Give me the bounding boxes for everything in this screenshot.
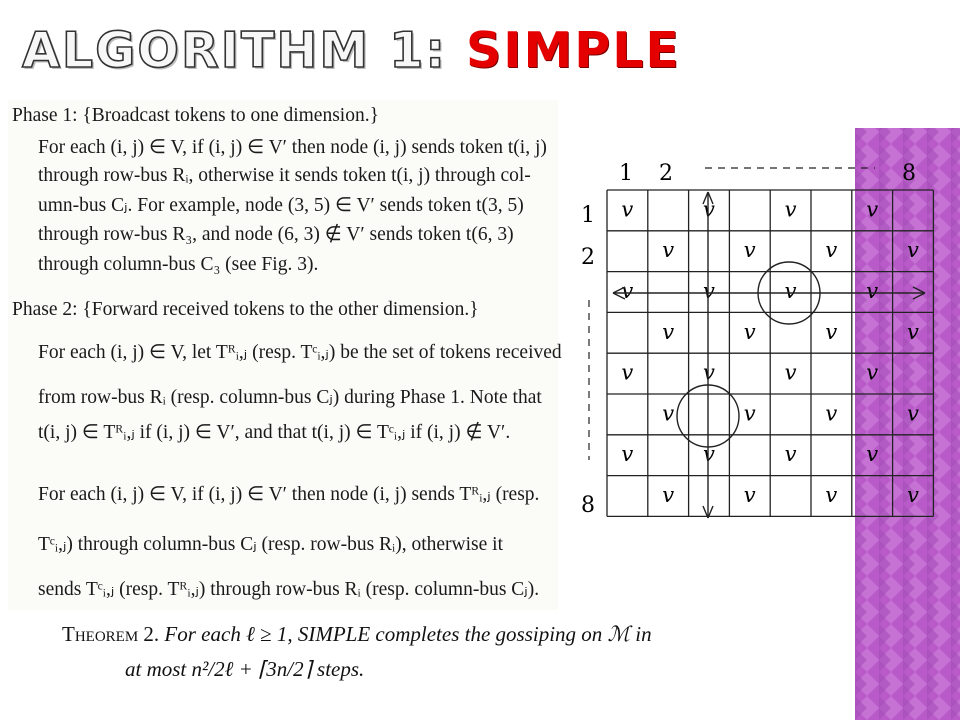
- grid-node-v: v: [621, 442, 634, 467]
- slide-title-highlight: SIMPLE: [466, 22, 681, 79]
- slide-title: [22, 22, 681, 79]
- grid-node-v: v: [784, 360, 797, 385]
- column-label-8: 8: [902, 161, 916, 186]
- grid-node-v: v: [703, 360, 715, 385]
- grid-node-v: v: [662, 319, 675, 344]
- grid-node-v: v: [784, 197, 797, 222]
- grid-node-v: v: [866, 197, 879, 222]
- slide-title-prefix: ALGORITHM 1:: [22, 22, 447, 79]
- grid-node-v: v: [866, 442, 879, 467]
- column-label-2: 2: [659, 161, 673, 186]
- grid-node-v: v: [621, 279, 634, 303]
- algorithm-line: Phase 2: {Forward received tokens to the other dimension.}: [12, 299, 479, 320]
- grid-node-v: v: [621, 360, 634, 385]
- grid-node-v: v: [825, 319, 838, 344]
- grid-node-v: v: [662, 401, 675, 426]
- grid-node-v: v: [784, 442, 797, 467]
- row-label-2: 2: [581, 245, 595, 270]
- algorithm-line: For each (i, j) ∈ V, let Tᴿᵢ,ⱼ (resp. Tᶜᵢ,ⱼ) be the set of tokens received: [38, 342, 562, 363]
- mesh-grid-figure: [577, 150, 955, 530]
- grid-node-v: v: [743, 238, 756, 263]
- algorithm-line: through column-bus C₃ (see Fig. 3).: [38, 254, 319, 275]
- grid-node-v: v: [662, 238, 675, 263]
- grid-node-v: v: [743, 319, 756, 344]
- grid-node-v: v: [907, 401, 919, 426]
- row-label-8: 8: [581, 493, 595, 518]
- algorithm-line: through row-bus Rᵢ, otherwise it sends token t(i, j) through col-: [38, 165, 531, 186]
- grid-node-v: v: [907, 238, 919, 263]
- theorem-line-1: [62, 624, 652, 645]
- algorithm-line: Phase 1: {Broadcast tokens to one dimension.}: [12, 105, 379, 126]
- grid-node-v: v: [825, 238, 838, 263]
- grid-node-v: v: [743, 401, 756, 426]
- grid-node-v: v: [907, 319, 919, 344]
- theorem-statement-2: at most n²/2ℓ + ⌈3n/2⌉ steps.: [125, 657, 365, 681]
- grid-node-v: v: [907, 483, 919, 507]
- grid-node-v: v: [662, 483, 675, 507]
- algorithm-line: For each (i, j) ∈ V, if (i, j) ∈ V′ then node (i, j) sends Tᴿᵢ,ⱼ (resp.: [38, 484, 540, 505]
- grid-node-v: v: [621, 197, 634, 222]
- grid-node-v: v: [825, 401, 838, 426]
- column-label-1: 1: [619, 161, 633, 186]
- grid-node-v: v: [703, 279, 715, 303]
- grid-node-v: v: [866, 279, 879, 303]
- grid-node-v: v: [866, 360, 879, 385]
- theorem-label: Theorem 2.: [62, 622, 160, 646]
- grid-node-v: v: [784, 279, 797, 303]
- algorithm-line: from row-bus Rᵢ (resp. column-bus Cⱼ) during Phase 1. Note that: [38, 387, 542, 408]
- grid-node-v: v: [743, 483, 756, 507]
- algorithm-line: t(i, j) ∈ Tᴿᵢ,ⱼ if (i, j) ∈ V′, and that t(i, j) ∈ Tᶜᵢ,ⱼ if (i, j) ∉ V′.: [38, 422, 511, 443]
- theorem-line-2: [125, 659, 364, 680]
- theorem-statement-1: For each ℓ ≥ 1, SIMPLE completes the gossiping on ℳ in: [164, 622, 652, 646]
- grid-node-v: v: [703, 197, 715, 222]
- algorithm-line: through row-bus R₃, and node (6, 3) ∉ V′ sends token t(6, 3): [38, 224, 514, 245]
- row-label-1: 1: [581, 203, 595, 228]
- grid-node-v: v: [703, 442, 715, 467]
- grid-node-v: v: [825, 483, 838, 507]
- algorithm-line: umn-bus Cⱼ. For example, node (3, 5) ∈ V′ sends token t(3, 5): [38, 195, 524, 216]
- algorithm-line: For each (i, j) ∈ V, if (i, j) ∈ V′ then node (i, j) sends token t(i, j): [38, 137, 547, 158]
- algorithm-line: sends Tᶜᵢ,ⱼ (resp. Tᴿᵢ,ⱼ) through row-bus Rᵢ (resp. column-bus Cⱼ).: [38, 579, 540, 600]
- algorithm-line: Tᶜᵢ,ⱼ) through column-bus Cⱼ (resp. row-bus Rᵢ), otherwise it: [38, 534, 503, 555]
